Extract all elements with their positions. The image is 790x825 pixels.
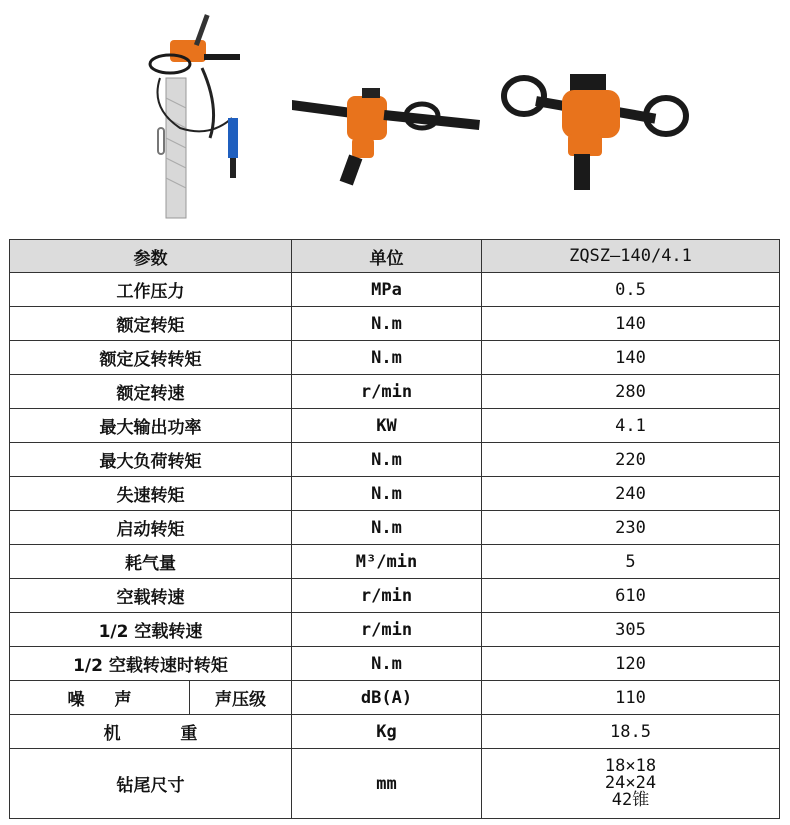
shank-row: [10, 749, 780, 819]
value-cell: 5: [482, 545, 780, 579]
table-row: [10, 409, 780, 443]
value-cell: 120: [482, 647, 780, 681]
unit-cell: mm: [292, 749, 482, 819]
drill-front-photo: [500, 68, 690, 196]
noise-param-cell: [10, 681, 292, 715]
weight-param-cell: [10, 715, 292, 749]
value-cell: 0.5: [482, 273, 780, 307]
table-row: [10, 443, 780, 477]
value-cell: 230: [482, 511, 780, 545]
table-row: [10, 647, 780, 681]
param-cell: 1/2 空载转速: [10, 613, 292, 647]
param-cell: 1/2 空载转速时转矩: [10, 647, 292, 681]
table-row: [10, 307, 780, 341]
unit-cell: N.m: [292, 511, 482, 545]
value-cell: 140: [482, 307, 780, 341]
shank-value: 42锥: [611, 790, 650, 810]
weight-row: [10, 715, 780, 749]
value-cell: 140: [482, 341, 780, 375]
drill-side-photo: [292, 80, 482, 188]
unit-cell: dB(A): [292, 681, 482, 715]
param-cell: 额定反转转矩: [10, 341, 292, 375]
product-photos: [0, 0, 790, 232]
unit-cell: r/min: [292, 579, 482, 613]
unit-cell: N.m: [292, 647, 482, 681]
spec-table: [9, 239, 780, 819]
param-cell: 额定转速: [10, 375, 292, 409]
table-row: [10, 273, 780, 307]
value-cell: 610: [482, 579, 780, 613]
param-cell: 工作压力: [10, 273, 292, 307]
shank-value: 18×18: [604, 756, 657, 776]
weight-label-a: 机: [103, 724, 121, 744]
unit-cell: r/min: [292, 375, 482, 409]
drill-on-support-photo: [140, 8, 250, 226]
noise-label-b: 声: [114, 690, 132, 710]
table-row: [10, 511, 780, 545]
unit-cell: M³/min: [292, 545, 482, 579]
param-cell: 额定转矩: [10, 307, 292, 341]
value-cell: 18.5: [482, 715, 780, 749]
unit-cell: N.m: [292, 477, 482, 511]
unit-cell: N.m: [292, 341, 482, 375]
header-unit: 单位: [292, 240, 482, 273]
unit-cell: MPa: [292, 273, 482, 307]
table-row: [10, 341, 780, 375]
unit-cell: KW: [292, 409, 482, 443]
value-cell: 305: [482, 613, 780, 647]
value-cell: 110: [482, 681, 780, 715]
unit-cell: N.m: [292, 307, 482, 341]
param-cell: 最大输出功率: [10, 409, 292, 443]
shank-values-cell: [482, 749, 780, 819]
unit-cell: r/min: [292, 613, 482, 647]
param-cell: 耗气量: [10, 545, 292, 579]
noise-sub-label: 声压级: [215, 690, 266, 710]
table-row: [10, 613, 780, 647]
weight-label-b: 重: [180, 724, 198, 744]
table-header-row: [10, 240, 780, 273]
value-cell: 280: [482, 375, 780, 409]
value-cell: 4.1: [482, 409, 780, 443]
param-cell: 钻尾尺寸: [10, 749, 292, 819]
noise-label-a: 噪: [67, 690, 85, 710]
param-cell: 最大负荷转矩: [10, 443, 292, 477]
header-param: 参数: [10, 240, 292, 273]
shank-value: 24×24: [604, 773, 657, 793]
table-row: [10, 375, 780, 409]
value-cell: 240: [482, 477, 780, 511]
value-cell: 220: [482, 443, 780, 477]
noise-row: [10, 681, 780, 715]
param-cell: 启动转矩: [10, 511, 292, 545]
unit-cell: Kg: [292, 715, 482, 749]
header-model: ZQSZ—140/4.1: [482, 240, 780, 273]
table-row: [10, 545, 780, 579]
table-row: [10, 579, 780, 613]
param-cell: 失速转矩: [10, 477, 292, 511]
param-cell: 空载转速: [10, 579, 292, 613]
table-row: [10, 477, 780, 511]
unit-cell: N.m: [292, 443, 482, 477]
